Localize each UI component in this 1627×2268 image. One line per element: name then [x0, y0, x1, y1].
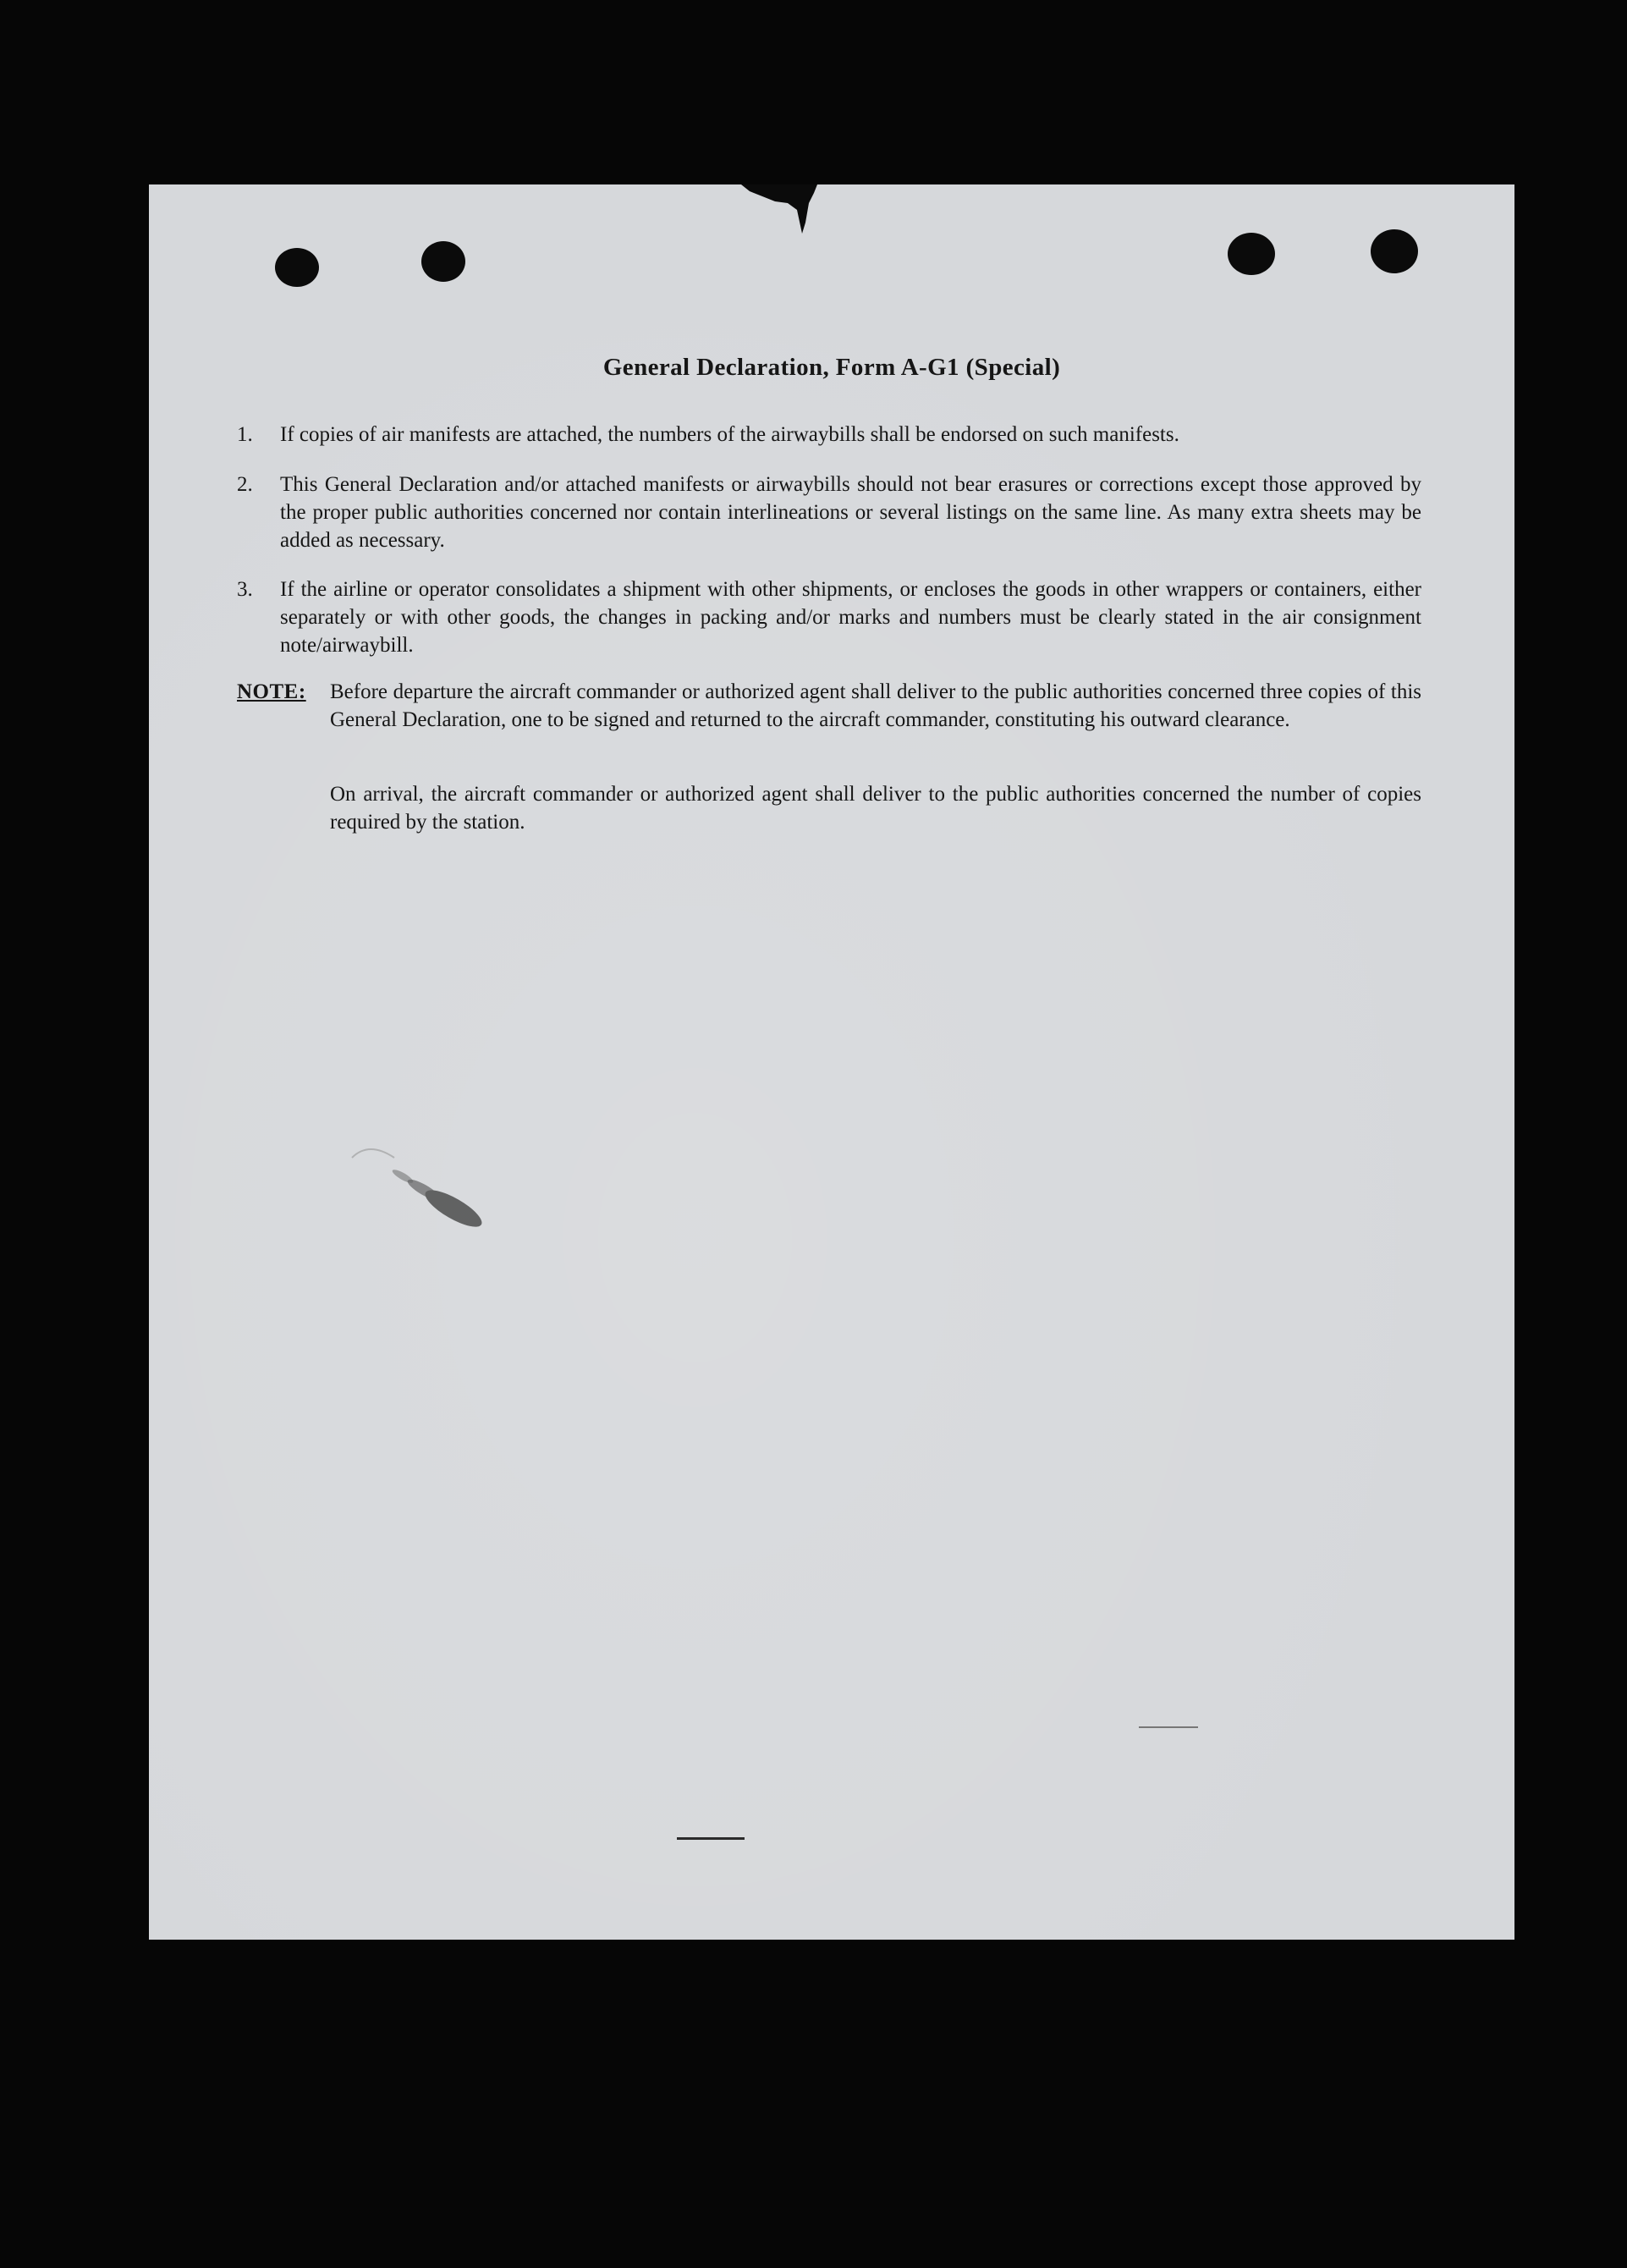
note-paragraph: On arrival, the aircraft commander or authorized agent shall deliver to the public authorities concerned the number of copies required by the station. [330, 783, 1421, 834]
list-item [237, 575, 1421, 659]
list-item [237, 471, 1421, 554]
note-label: NOTE: [237, 680, 306, 703]
item-number: 2. [237, 473, 253, 496]
item-number: 3. [237, 578, 253, 601]
ink-smudge [335, 1124, 521, 1242]
punch-hole [1228, 233, 1275, 275]
scan-mark [1139, 1726, 1198, 1728]
note-block [237, 678, 1421, 734]
note-paragraph: Before departure the aircraft commander or authorized agent shall deliver to the public authorities concerned three copies of this General Declaration, one to be signed and returned to the aircraft commander, constituting his outward clearance. [330, 680, 1421, 731]
item-text: If the airline or operator consolidates a shipment with other shipments, or encloses the goods in other wrappers or containers, either separately or with other goods, the changes in packing and/or marks and numbers must be clearly stated in the air consignment note/airwaybill. [280, 578, 1421, 657]
scan-mark [677, 1837, 745, 1840]
document-sheet [149, 184, 1514, 1940]
note-block [237, 780, 1421, 836]
torn-edge-mark [741, 184, 817, 234]
item-text: This General Declaration and/or attached manifests or airwaybills should not bear erasures or corrections except those approved by the proper public authorities concerned nor contain interlineations or several listings on the same line. As many extra sheets may be added as necessary. [280, 473, 1421, 552]
list-item [237, 421, 1421, 449]
punch-hole [275, 248, 319, 287]
item-text: If copies of air manifests are attached, the numbers of the airwaybills shall be endorsed on such manifests. [280, 423, 1179, 446]
document-title: General Declaration, Form A-G1 (Special) [602, 354, 1061, 381]
punch-hole [421, 241, 465, 282]
item-number: 1. [237, 423, 253, 446]
punch-hole [1371, 229, 1418, 273]
